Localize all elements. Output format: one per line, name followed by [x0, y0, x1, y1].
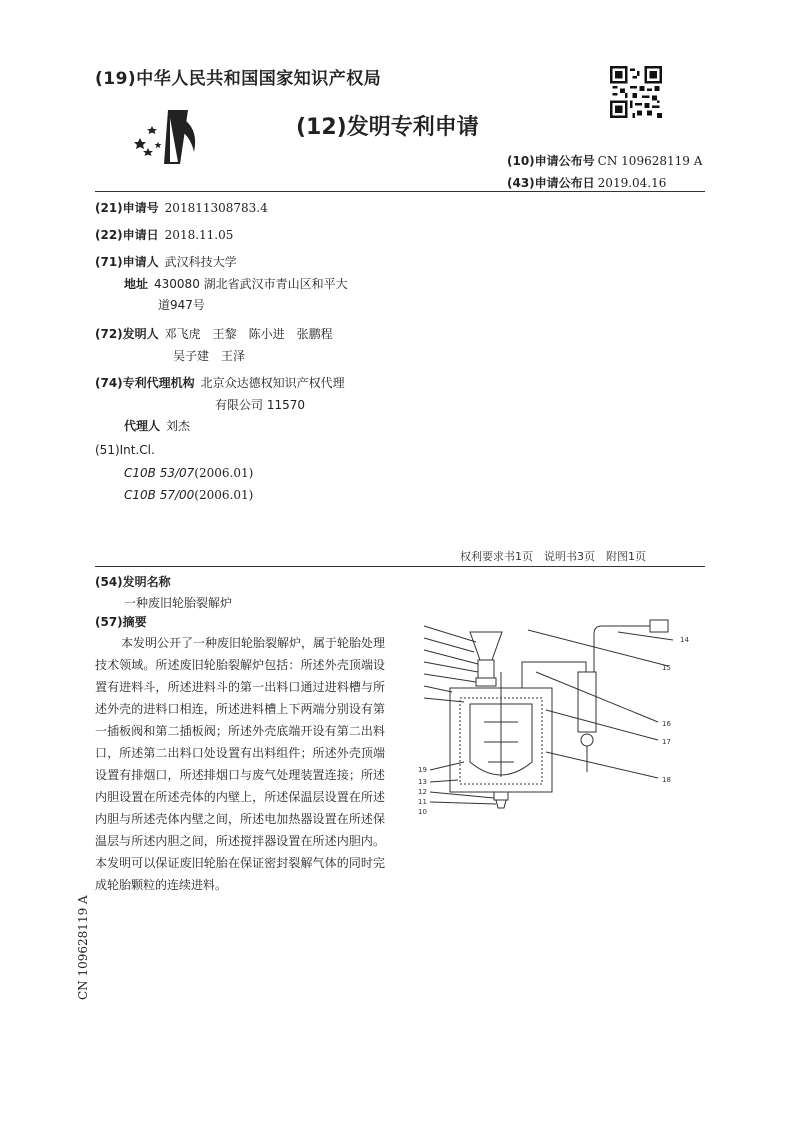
- title-label: (54)发明名称: [95, 575, 171, 589]
- patent-agency-continued: 有限公司 11570: [215, 398, 305, 412]
- publication-number: (10)申请公布号 CN 109628119 A: [507, 154, 703, 168]
- figure-label: 16: [662, 720, 671, 728]
- agent: 代理人 刘杰: [124, 419, 191, 433]
- figure-label: 19: [418, 766, 427, 774]
- figure-label: 13: [418, 778, 427, 786]
- page-count-info: 权利要求书1页 说明书3页 附图1页: [460, 550, 646, 563]
- cnipa-logo: [130, 104, 210, 170]
- section-divider: [95, 566, 705, 567]
- figure-label: 10: [418, 808, 427, 816]
- abstract-text: 本发明公开了一种废旧轮胎裂解炉，属于轮胎处理技术领域。所述废旧轮胎裂解炉包括：所述外壳顶端设置有进料斗，所述进料斗的第一出料口通过进料槽与所述外壳的进料口相连，所述进料槽上下两端分别设有第一插板阀和第二插板阀；所述外壳底端开设有第二出料口，所述第二出料口处设置有出料组件；所述外壳顶端设置有排烟口，所述排烟口与废气处理装置连接；所述内胆设置在所述壳体的内壁上，所述保温层设置在所述内胆与所述壳体内壁之间，所述电加热器设置在所述保温层与所述内胆之间，所述搅拌器设置在所述内胆内。本发明可以保证废旧轮胎在保证密封裂解气体的同时完成轮胎颗粒的连续进料。: [95, 636, 386, 892]
- figure-label: 12: [418, 788, 427, 796]
- ipc-class: C10B 53/07(2006.01): [124, 466, 254, 480]
- invention-title: 一种废旧轮胎裂解炉: [124, 596, 233, 610]
- figure-label: 11: [418, 798, 427, 806]
- furnace-drawing: [418, 612, 708, 822]
- abstract-label: (57)摘要: [95, 615, 147, 629]
- office-name: (19)中华人民共和国国家知识产权局: [95, 69, 382, 89]
- application-number: (21)申请号 201811308783.4: [95, 201, 268, 215]
- figure-label: 15: [662, 664, 671, 672]
- qr-code: [610, 66, 662, 118]
- applicant: (71)申请人 武汉科技大学: [95, 255, 237, 269]
- patent-agency: (74)专利代理机构 北京众达德权知识产权代理: [95, 376, 345, 390]
- header-divider: [95, 191, 705, 192]
- address-continued: 道947号: [158, 298, 205, 312]
- figure-label: 14: [680, 636, 689, 644]
- ipc-label: (51)Int.Cl.: [95, 443, 155, 457]
- ipc-class: C10B 57/00(2006.01): [124, 488, 254, 502]
- address: 地址 430080 湖北省武汉市青山区和平大: [124, 277, 348, 291]
- publication-date: (43)申请公布日 2019.04.16: [507, 176, 667, 190]
- side-publication-code: CN 109628119 A: [76, 895, 90, 1000]
- document-type: (12)发明专利申请: [296, 115, 479, 140]
- figure-label: 18: [662, 776, 671, 784]
- inventors-continued: 吴子建 王泽: [173, 349, 246, 363]
- application-date: (22)申请日 2018.11.05: [95, 228, 234, 242]
- figure-label: 17: [662, 738, 671, 746]
- inventors: (72)发明人 邓飞虎 王黎 陈小进 张鹏程: [95, 327, 333, 341]
